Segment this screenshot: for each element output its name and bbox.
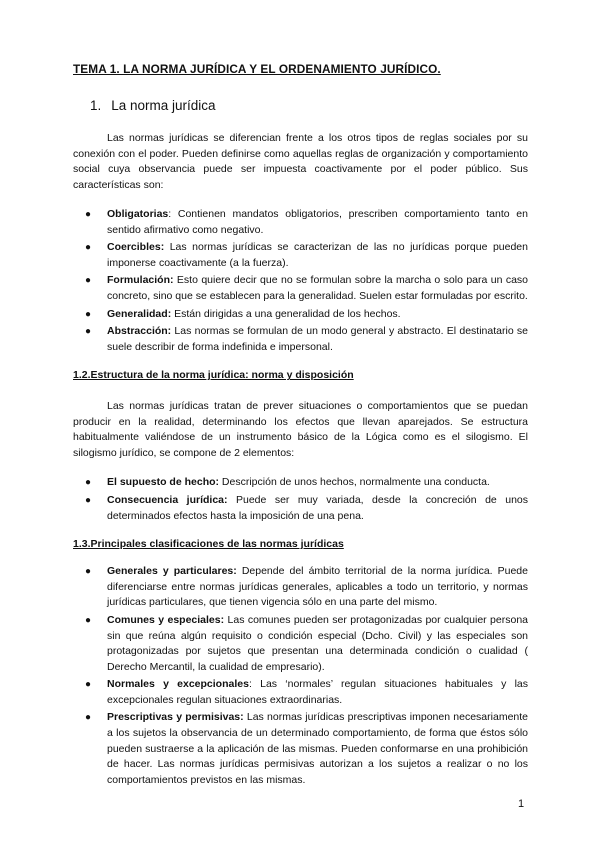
list-item <box>73 677 528 708</box>
bullet-text: Las normas se formulan de un modo general y abstracto. El destinatario se suele describir de forma indefinida e impersonal. <box>107 325 528 353</box>
list-item <box>73 307 528 323</box>
bullet-term: Consecuencia jurídica: <box>107 493 228 506</box>
section-heading-2: 1.2.Estructura de la norma jurídica: norma y disposición <box>73 369 354 382</box>
bullet-text: Las comunes pueden ser protagonizadas por cualquier persona sin que reúna algún requisito o condición especial (Dcho. Civil) y las especiales son protagonizadas por sujetos que presentan una determinada condición o cualidad ( Derecho Mercantil, la cualidad de empresario). <box>107 613 529 673</box>
bullet-term: Formulación: <box>107 274 174 287</box>
classifications-list <box>73 564 528 788</box>
bullet-term: El supuesto de hecho: <box>107 476 220 489</box>
bullet-term: Obligatorias <box>107 208 169 220</box>
bullet-icon: ● <box>85 308 92 320</box>
bullet-term: Generalidad: <box>107 307 172 320</box>
bullet-term: Normales y excepcionales <box>107 678 249 691</box>
bullet-text: Depende del ámbito territorial de la norma jurídica. Puede diferenciarse entre normas jurídicas generales, aplicables a todo un territorio, y normas jurídicas particulares, que tienen vigencia sólo en una parte del mismo. <box>107 565 528 609</box>
document-page <box>73 62 528 790</box>
list-item <box>73 710 528 788</box>
section-number: 1. <box>90 98 102 113</box>
list-item <box>73 493 528 524</box>
section-heading-3: 1.3.Principales clasificaciones de las normas jurídicas <box>73 538 344 551</box>
bullet-icon: ● <box>85 326 92 338</box>
bullet-icon: ● <box>85 712 92 724</box>
bullet-text: Contienen mandatos obligatorios, prescriben comportamiento tanto en sentido afirmativo como negativo. <box>107 208 528 236</box>
characteristics-list <box>73 207 528 355</box>
bullet-text: Las ‘normales’ regulan situaciones habituales y las excepcionales regulan situaciones extraordinarias. <box>107 678 528 706</box>
bullet-term: Abstracción: <box>107 325 172 338</box>
bullet-term: Prescriptivas y permisivas: <box>107 711 244 724</box>
list-item <box>73 324 528 355</box>
bullet-icon: ● <box>85 494 92 506</box>
bullet-text: Las normas jurídicas prescriptivas imponen necesariamente a los sujetos la observancia de un determinado comportamiento, de forma que éstos sólo pueden sustraerse a la aplicación de las mismas. Pueden conformarse en una prohibición de hacer. Las normas jurídicas permisivas autorizan a los sujetos a realizar o no los comportamientos previstos en las mismas. <box>107 711 529 786</box>
bullet-icon: ● <box>85 477 92 489</box>
bullet-separator: : <box>168 208 172 220</box>
section-title: La norma jurídica <box>111 98 216 113</box>
list-item <box>73 613 528 675</box>
list-item <box>73 273 528 304</box>
structure-paragraph: Las normas jurídicas tratan de prever situaciones o comportamientos que se puedan producir en la realidad, determinando los efectos que llevan aparejados. Se estructura habitualmente valiéndose de un instrumento básico de la Lógica como es el silogismo. El silogismo jurídico, se compone de 2 elementos: <box>73 400 528 459</box>
bullet-text: Las normas jurídicas se caracterizan de las no jurídicas porque pueden imponerse coactivamente (a la fuerza). <box>107 241 528 269</box>
bullet-text: Esto quiere decir que no se formulan sobre la marcha o solo para un caso concreto, sino que se establecen para la generalidad. Suelen estar formuladas por escrito. <box>107 274 528 302</box>
elements-list <box>73 475 528 524</box>
document-title: TEMA 1. LA NORMA JURÍDICA Y EL ORDENAMIENTO JURÍDICO. <box>73 62 441 76</box>
bullet-icon: ● <box>85 566 92 578</box>
intro-paragraph: Las normas jurídicas se diferencian frente a los otros tipos de reglas sociales por su conexión con el poder. Pueden definirse como aquellas reglas de organización y comportamiento social cuya observancia puede ser impuesta coactivamente por el poder público. Sus características son: <box>73 132 528 191</box>
list-item <box>73 564 528 611</box>
bullet-text: Están dirigidas a una generalidad de los hechos. <box>171 307 401 320</box>
section-heading-1 <box>90 98 528 113</box>
bullet-text: Descripción de unos hechos, normalmente una conducta. <box>219 476 490 489</box>
bullet-term: Comunes y especiales: <box>107 613 225 626</box>
bullet-term: Generales y particulares: <box>107 565 237 578</box>
bullet-text: Puede ser muy variada, desde la concreción de unos determinados efectos hasta la imposición de una pena. <box>107 493 528 522</box>
list-item <box>73 207 528 238</box>
bullet-icon: ● <box>85 614 92 626</box>
bullet-icon: ● <box>85 275 92 287</box>
list-item <box>73 475 528 491</box>
bullet-separator: : <box>248 678 252 691</box>
list-item <box>73 240 528 271</box>
bullet-icon: ● <box>85 242 92 254</box>
bullet-icon: ● <box>85 209 92 220</box>
page-number: 1 <box>518 798 525 810</box>
bullet-term: Coercibles: <box>107 241 165 254</box>
bullet-icon: ● <box>85 679 92 691</box>
